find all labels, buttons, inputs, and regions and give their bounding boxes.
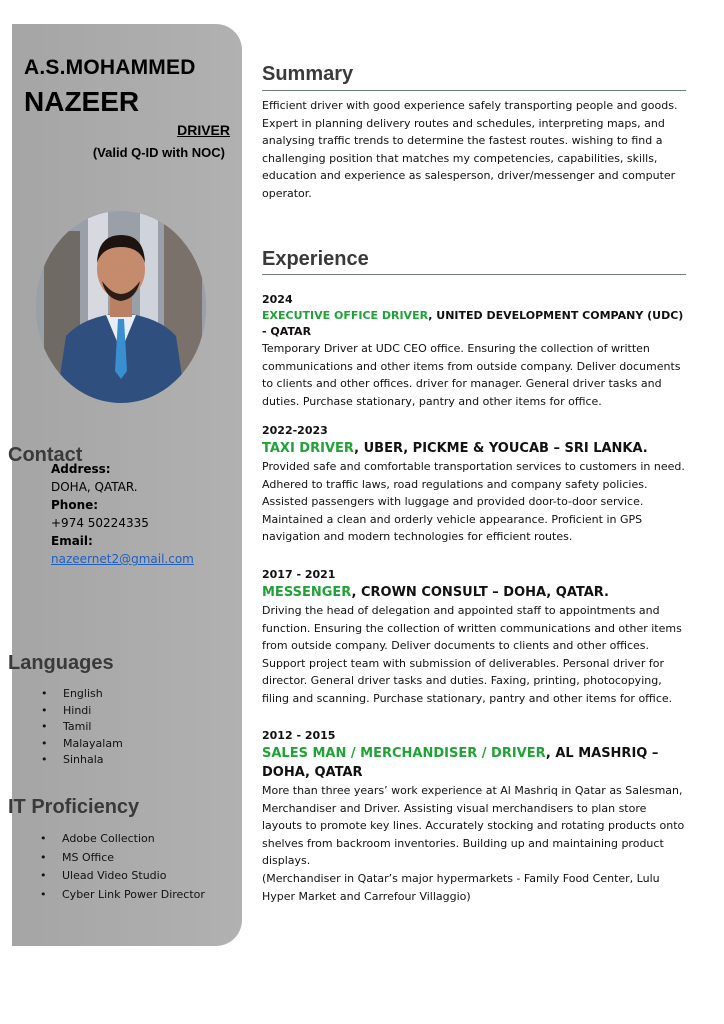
summary-heading: Summary xyxy=(262,63,354,85)
list-item: • Malayalam xyxy=(41,736,123,750)
experience-description: Driving the head of delegation and appointed staff to appointments and function. Ensuring the collection of written communications and other items from outside company. Deliver documents to clients and other offices. Support project team with submission of deliverables. Personal driver for director. General driver tasks and duties. Faxing, printing, photocopying, filing and scanning. Purchase stationary, pantry and other items for office. xyxy=(262,604,682,705)
list-item: • Sinhala xyxy=(41,753,104,766)
experience-description: Provided safe and comfortable transportation services to customers in need. Adhered to traffic laws, road regulations and company safety policies. Assisted passengers with luggage and provided door-to-door service. Maintained a clean and orderly vehicle appearance. Proficient in GPS navigation and modern technologies for efficient routes. xyxy=(262,460,685,544)
experience-entry xyxy=(262,423,686,546)
experience-years: 2012 - 2015 xyxy=(262,729,336,742)
company-name: , UBER, PICKME & YOUCAB – SRI LANKA. xyxy=(354,441,648,456)
experience-title xyxy=(262,744,686,782)
experience-note: (Merchandiser in Qatar’s major hypermarkets - Family Food Center, Lulu Hyper Market and Carrefour Villaggio) xyxy=(262,871,660,903)
it-proficiency-heading: IT Proficiency xyxy=(8,796,140,818)
job-title: EXECUTIVE OFFICE DRIVER xyxy=(262,309,429,322)
job-title: SALES MAN / MERCHANDISER / DRIVER xyxy=(262,746,546,761)
list-item: • Hindi xyxy=(41,703,92,717)
name-last-line: NAZEER xyxy=(24,86,140,117)
qid-note: (Valid Q-ID with NOC) xyxy=(92,145,225,160)
experience-divider xyxy=(262,274,686,275)
name-first-line: A.S.MOHAMMED xyxy=(24,56,196,79)
languages-heading: Languages xyxy=(8,652,114,674)
list-item: • Adobe Collection xyxy=(40,832,155,845)
contact-details xyxy=(51,460,231,568)
experience-title xyxy=(262,308,686,340)
email-link[interactable]: nazeernet2@gmail.com xyxy=(51,552,194,566)
company-name: , CROWN CONSULT – DOHA, QATAR. xyxy=(351,585,609,600)
job-title: MESSENGER xyxy=(262,585,352,600)
experience-heading: Experience xyxy=(262,248,369,270)
phone-label: Phone: xyxy=(51,498,99,512)
experience-title xyxy=(262,583,686,602)
phone-value: +974 50224335 xyxy=(51,516,149,530)
experience-entry xyxy=(262,728,686,905)
summary-divider xyxy=(262,90,686,91)
experience-entry xyxy=(262,292,686,410)
email-label: Email: xyxy=(51,534,93,548)
experience-years: 2024 xyxy=(262,293,293,306)
experience-years: 2022-2023 xyxy=(262,424,328,437)
summary-text: Efficient driver with good experience safely transporting people and goods. Expert in planning delivery routes and schedules, interpreting maps, and analysing traffic trends to determine the fastest routes. wishing to find a challenging position that matches my competencies, capabilities, skills, education and experience as salesperson, driver/messenger and computer operator. xyxy=(262,99,678,200)
address-label: Address: xyxy=(51,462,111,476)
contact-heading: Contact xyxy=(8,444,83,466)
list-item: • English xyxy=(41,687,103,700)
list-item: • Cyber Link Power Director xyxy=(40,887,205,901)
company-name: , UNITED DEVELOPMENT COMPANY (UDC) - QATAR xyxy=(262,309,684,338)
list-item: • MS Office xyxy=(40,850,115,864)
job-title: TAXI DRIVER xyxy=(262,441,355,456)
experience-years: 2017 - 2021 xyxy=(262,568,336,581)
profile-photo-illustration xyxy=(36,211,206,403)
company-name: , AL MASHRIQ – DOHA, QATAR xyxy=(262,746,659,780)
experience-description: Temporary Driver at UDC CEO office. Ensuring the collection of written communications and other items from outside company. Deliver documents to clients and other offices. driver for manager. General driver tasks and duties. Purchase stationary, pantry and other items for office. xyxy=(262,342,681,408)
experience-title xyxy=(262,439,686,458)
experience-description: More than three years’ work experience at Al Mashriq in Qatar as Salesman, Merchandiser and Driver. Assisting visual merchandisers to plan store layouts to promote key lines. Accurately stocking and rotating products onto shelves from backroom inventories. Building up and maintaining product displays. xyxy=(262,784,685,868)
job-role: DRIVER xyxy=(177,122,230,138)
profile-photo xyxy=(36,211,206,403)
experience-entry xyxy=(262,567,686,708)
list-item: • Tamil xyxy=(41,720,92,733)
address-value: DOHA, QATAR. xyxy=(51,480,138,494)
languages-list xyxy=(41,686,123,769)
it-proficiency-list xyxy=(40,830,205,904)
list-item: • Ulead Video Studio xyxy=(40,869,167,882)
